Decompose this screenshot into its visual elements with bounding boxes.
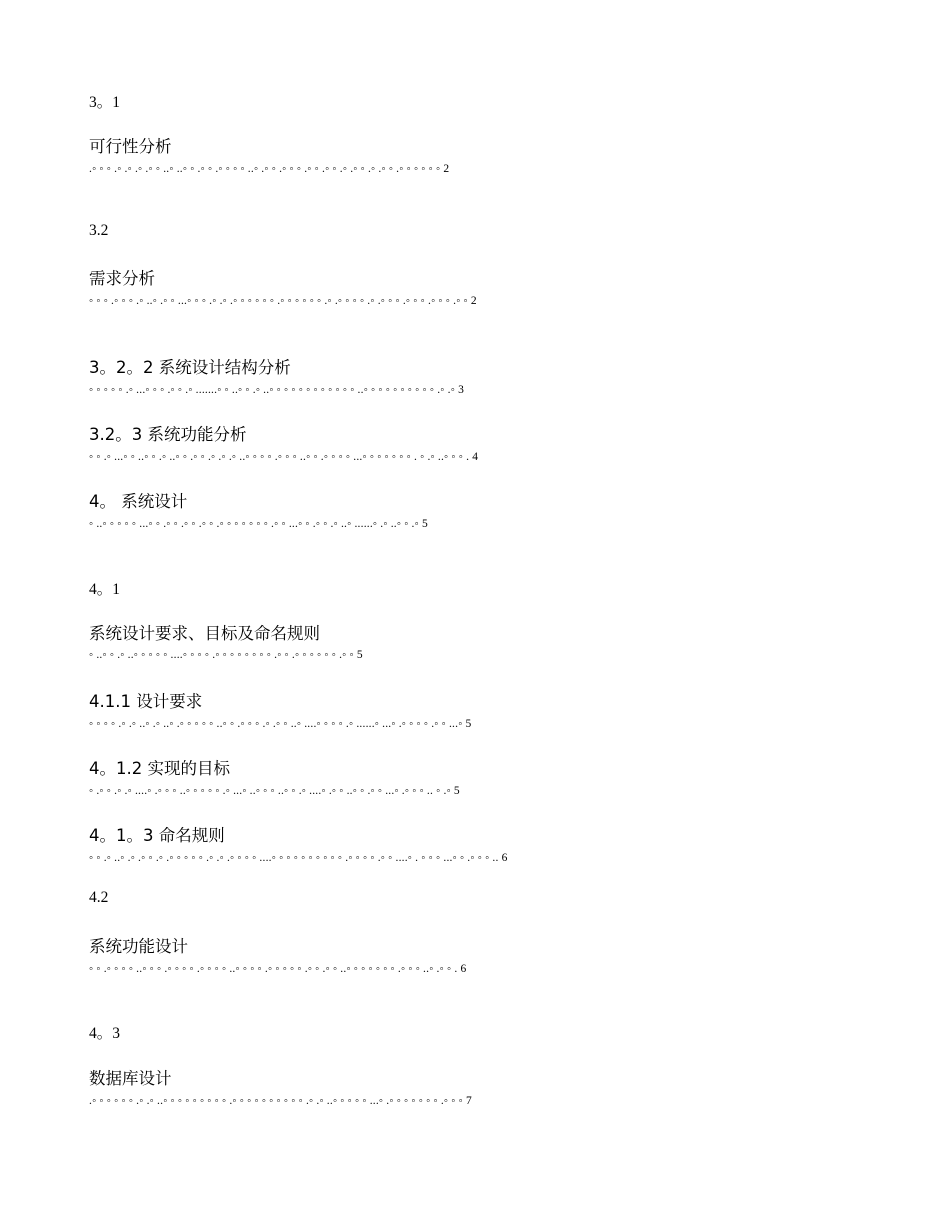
toc-entry-title: 可行性分析 (89, 137, 172, 156)
toc-entry-leader: ◦ ◦ ◦ ◦ .◦ .◦ ..◦ .◦ ..◦ .◦ ◦ ◦ ◦ ◦ ..◦ ◦ .◦ ◦ ◦ .◦ .◦ ◦ ..◦ ....◦ ◦ ◦ ◦ .◦ ......◦ ...◦ .◦ ◦ ◦ ◦ .◦ ◦ ...◦ 5 (89, 718, 472, 730)
toc-entry-leader: ◦ ◦ ◦ .◦ ◦ ◦ .◦ ..◦ .◦ ◦ ...◦ ◦ ◦ .◦ .◦ .◦ ◦ ◦ ◦ ◦ ◦ .◦ ◦ ◦ ◦ ◦ ◦ .◦ .◦ ◦ ◦ ◦ .◦ .◦ ◦ ◦ .◦ ◦ ◦ .◦ ◦ ◦ .◦ ◦ 2 (89, 295, 477, 307)
section-number: 3.2 (89, 222, 109, 239)
toc-entry-title: 4。 系统设计 (89, 492, 188, 511)
section-number: 3。1 (89, 94, 121, 111)
toc-entry-leader: ◦ ..◦ ◦ ◦ ◦ ◦ ...◦ ◦ .◦ ◦ .◦ ◦ .◦ ◦ .◦ ◦ ◦ ◦ ◦ ◦ ◦ .◦ ◦ ...◦ ◦ .◦ ◦ .◦ ..◦ ......◦ .◦ ..◦ ◦ .◦ 5 (89, 518, 428, 530)
toc-entry-title: 系统设计要求、目标及命名规则 (89, 624, 320, 643)
toc-entry-title: 3.2。3 系统功能分析 (89, 425, 247, 444)
toc-entry-title: 4。1.2 实现的目标 (89, 759, 230, 778)
toc-entry-leader: ◦ .◦ ◦ .◦ .◦ ....◦ .◦ ◦ ◦ ..◦ ◦ ◦ ◦ ◦ .◦ ...◦ ..◦ ◦ ◦ ..◦ ◦ .◦ ....◦ .◦ ◦ ..◦ ◦ .◦ ◦ ...◦ .◦ ◦ ◦ .. ◦ .◦ 5 (89, 785, 460, 797)
toc-entry-leader: .◦ ◦ ◦ ◦ ◦ ◦ .◦ .◦ ..◦ ◦ ◦ ◦ ◦ ◦ ◦ ◦ ◦ .◦ ◦ ◦ ◦ ◦ ◦ ◦ ◦ ◦ ◦ .◦ .◦ ..◦ ◦ ◦ ◦ ◦ ...◦ .◦ ◦ ◦ ◦ ◦ ◦ ◦ .◦ ◦ ◦ 7 (89, 1095, 472, 1107)
toc-entry-leader: ◦ ◦ ◦ ◦ ◦ .◦ ...◦ ◦ ◦ .◦ ◦ .◦ .......◦ ◦ ..◦ ◦ .◦ ..◦ ◦ ◦ ◦ ◦ ◦ ◦ ◦ ◦ ◦ ◦ ◦ ..◦ ◦ ◦ ◦ ◦ ◦ ◦ ◦ ◦ ◦ .◦ .◦ 3 (89, 384, 465, 396)
toc-entry-leader: ◦ ◦ .◦ ...◦ ◦ ..◦ ◦ .◦ ..◦ ◦ .◦ ◦ .◦ .◦ .◦ ..◦ ◦ ◦ ◦ .◦ ◦ ◦ ..◦ ◦ .◦ ◦ ◦ ◦ ...◦ ◦ ◦ ◦ ◦ ◦ ◦ . ◦ .◦ ..◦ ◦ ◦ . 4 (89, 451, 479, 463)
toc-entry-title: 4。1。3 命名规则 (89, 826, 225, 845)
toc-entry-title: 4.1.1 设计要求 (89, 692, 203, 711)
toc-entry-title: 需求分析 (89, 269, 155, 288)
toc-entry-leader: ◦ ◦ .◦ ◦ ◦ ◦ ..◦ ◦ ◦ .◦ ◦ ◦ ◦ .◦ ◦ ◦ ◦ ..◦ ◦ ◦ ◦ .◦ ◦ ◦ ◦ ◦ .◦ ◦ .◦ ◦ ..◦ ◦ ◦ ◦ ◦ ◦ ◦ .◦ ◦ ◦ ..◦ .◦ ◦ . 6 (89, 963, 467, 975)
section-number: 4.2 (89, 889, 109, 906)
section-number: 4。3 (89, 1025, 121, 1042)
toc-entry-title: 数据库设计 (89, 1069, 172, 1088)
section-number: 4。1 (89, 581, 121, 598)
toc-entry-leader: ◦ ..◦ ◦ .◦ ..◦ ◦ ◦ ◦ ◦ ....◦ ◦ ◦ ◦ .◦ ◦ ◦ ◦ ◦ ◦ ◦ ◦ .◦ ◦ .◦ ◦ ◦ ◦ ◦ ◦ .◦ ◦ 5 (89, 649, 363, 661)
toc-entry-title: 系统功能设计 (89, 937, 188, 956)
toc-entry-leader: .◦ ◦ ◦ .◦ .◦ .◦ .◦ ◦ ..◦ ..◦ ◦ .◦ ◦ .◦ ◦ ◦ ◦ ..◦ .◦ ◦ .◦ ◦ ◦ .◦ ◦ .◦ ◦ .◦ .◦ ◦ .◦ .◦ ◦ .◦ ◦ ◦ ◦ ◦ ◦ 2 (89, 163, 450, 175)
toc-entry-leader: ◦ ◦ .◦ ..◦ .◦ .◦ ◦ .◦ .◦ ◦ ◦ ◦ ◦ .◦ .◦ .◦ ◦ ◦ ◦ ....◦ ◦ ◦ ◦ ◦ ◦ ◦ ◦ ◦ ◦ .◦ ◦ ◦ ◦ .◦ ◦ ....◦ . ◦ ◦ ◦ ...◦ ◦ .◦ ◦ ◦ .. 6 (89, 852, 508, 864)
toc-entry-title: 3。2。2 系统设计结构分析 (89, 358, 291, 377)
